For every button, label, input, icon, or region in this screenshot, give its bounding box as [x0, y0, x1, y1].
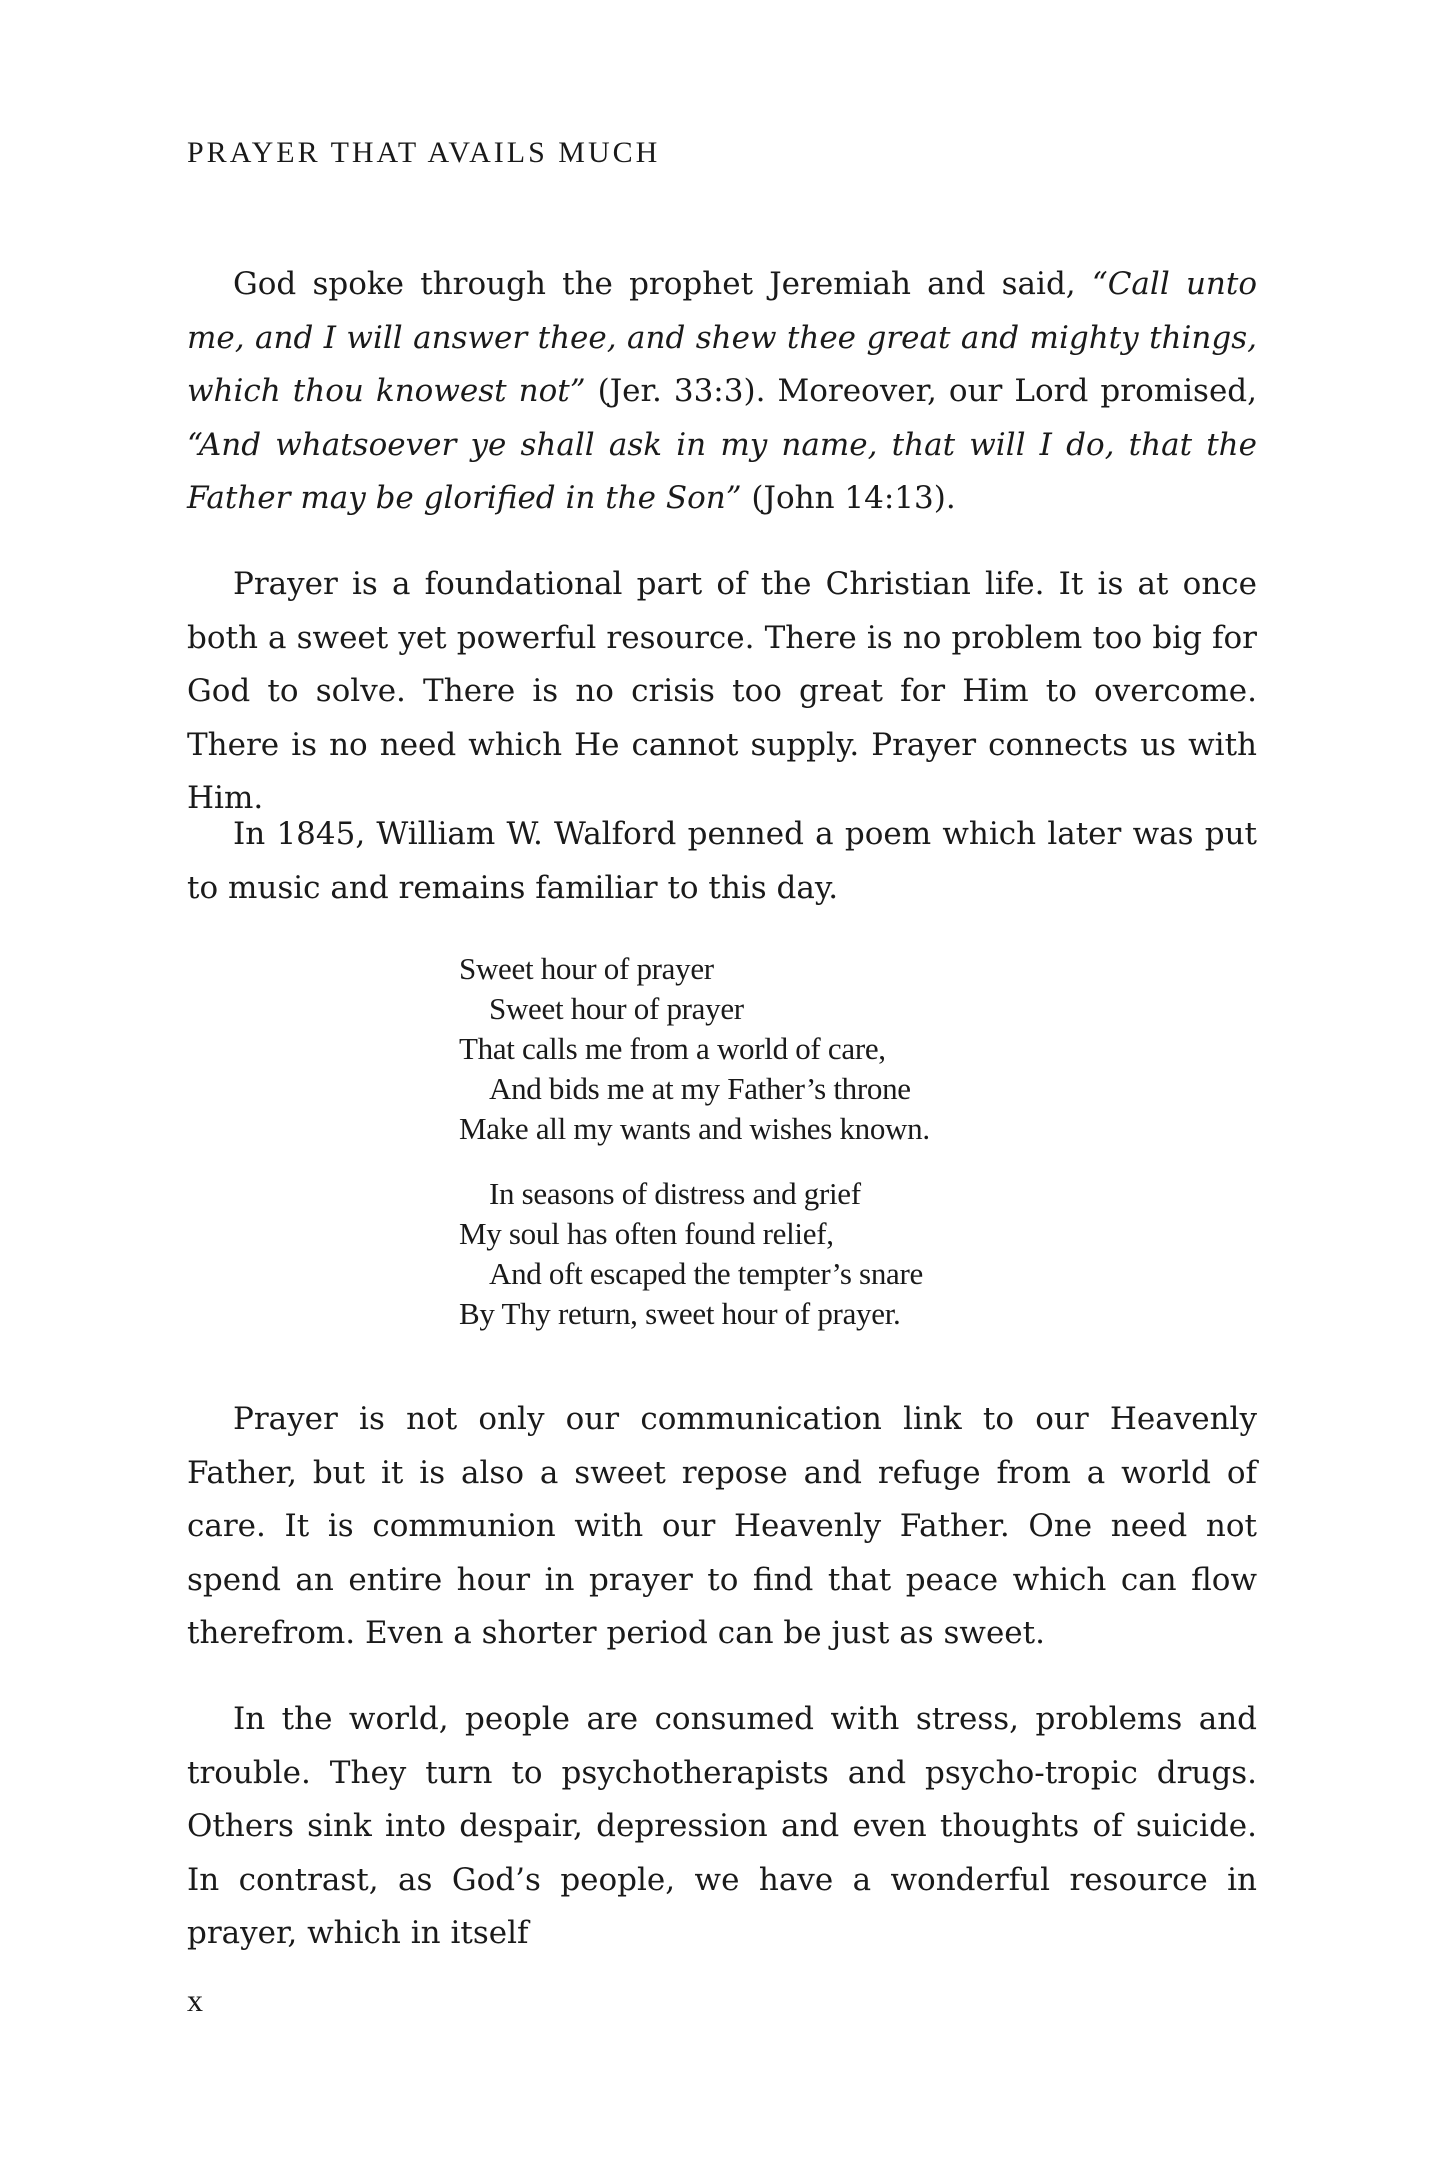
paragraph-text: In the world, people are consumed with stress, problems and trouble. They turn to psychotherapists and psycho-tropic drugs. Others sink into despair, depression and even thoughts of suicide. In contrast, as God’s people, we have a wonderful resource in prayer, which in itself	[187, 1701, 1257, 1951]
paragraph-text-span: God spoke through the prophet Jeremiah and said,	[233, 266, 1092, 302]
scripture-quote-jeremiah: “Call unto me, and I will answer thee, and shew thee great and mighty things, which thou knowest not”	[187, 266, 1257, 409]
poem-line: By Thy return, sweet hour of prayer.	[459, 1296, 901, 1331]
paragraph-text: Prayer is not only our communication link to our Heavenly Father, but it is also a sweet repose and refuge from a world of care. It is communion with our Heavenly Father. One need not spend an entire hour in prayer to find that peace which can flow therefrom. Even a shorter period can be just as sweet.	[187, 1401, 1257, 1651]
paragraph-text	[187, 258, 1257, 526]
poem-stanza-1	[459, 949, 930, 1149]
running-head: PRAYER THAT AVAILS MUCH	[187, 136, 661, 169]
paragraph-communication	[187, 1393, 1257, 1661]
citation-john: (John 14:13).	[741, 480, 956, 516]
paragraph-jeremiah	[187, 258, 1257, 526]
poem-line: Make all my wants and wishes known.	[459, 1111, 930, 1146]
paragraph-walford	[187, 808, 1257, 915]
poem-line: Sweet hour of prayer	[489, 991, 744, 1026]
page-number: x	[187, 1982, 203, 2018]
poem-line: And bids me at my Father’s throne	[489, 1071, 911, 1106]
poem-stanza-2	[459, 1174, 923, 1334]
paragraph-foundational	[187, 558, 1257, 826]
scripture-quote-john: “And whatsoever ye shall ask in my name, that will I do, that the Father may be glorified in the Son”	[187, 426, 1257, 516]
citation-jeremiah: (Jer. 33:3). Moreover, our Lord promised,	[585, 373, 1257, 409]
poem-line: That calls me from a world of care,	[459, 1031, 886, 1066]
poem-line: Sweet hour of prayer	[459, 951, 714, 986]
paragraph-world	[187, 1693, 1257, 1961]
poem-line: My soul has often found relief,	[459, 1216, 834, 1251]
poem-line: In seasons of distress and grief	[489, 1176, 861, 1211]
poem-line: And oft escaped the tempter’s snare	[489, 1256, 923, 1291]
paragraph-text: Prayer is a foundational part of the Christian life. It is at once both a sweet yet powerful resource. There is no problem too big for God to solve. There is no crisis too great for Him to overcome. There is no need which He cannot supply. Prayer connects us with Him.	[187, 566, 1257, 816]
paragraph-text: In 1845, William W. Walford penned a poem which later was put to music and remains familiar to this day.	[187, 816, 1257, 906]
